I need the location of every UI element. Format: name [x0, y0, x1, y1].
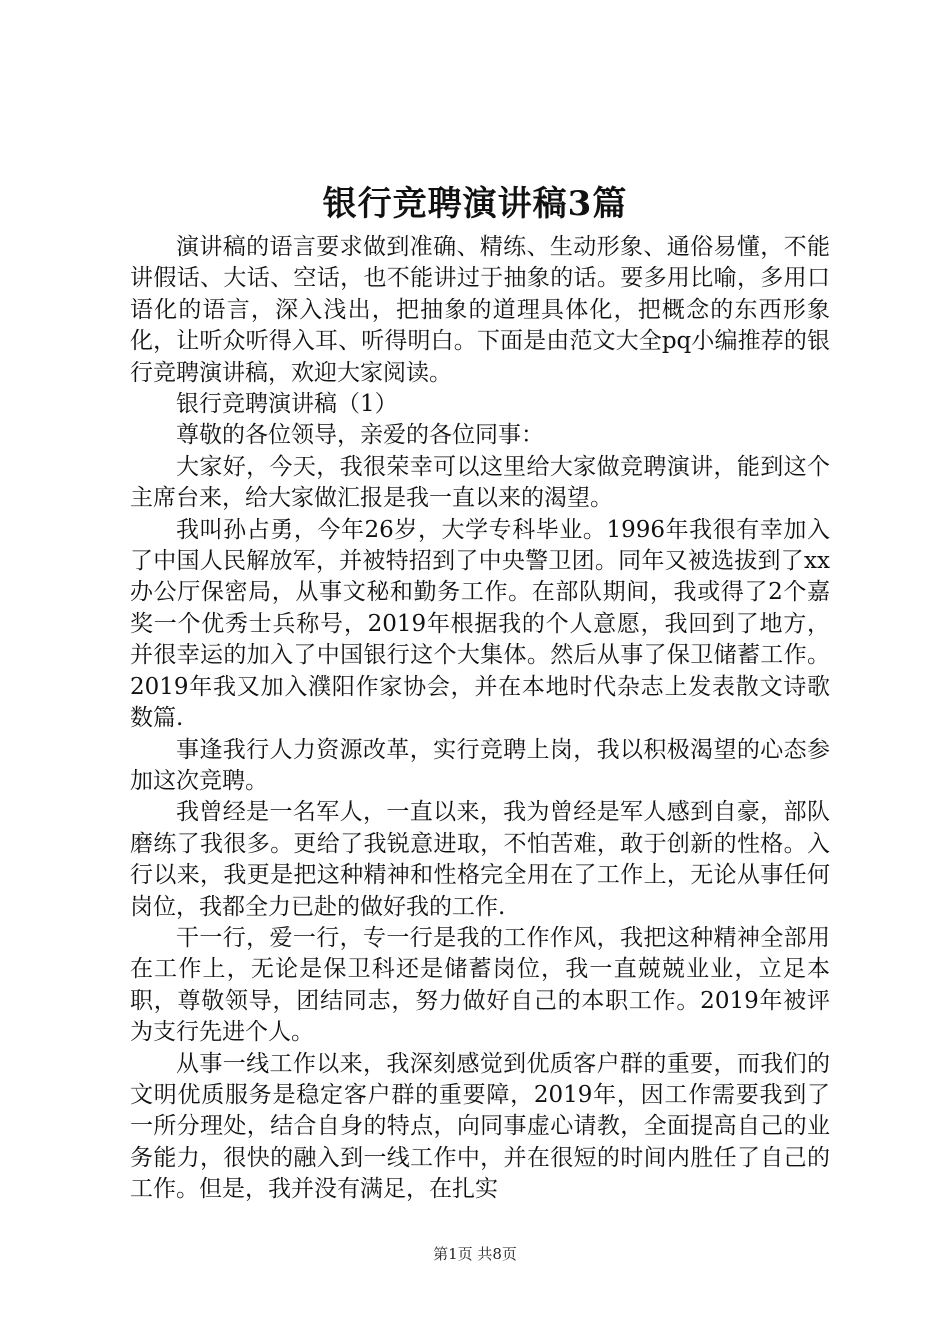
paragraph-intro: 演讲稿的语言要求做到准确、精练、生动形象、通俗易懂，不能讲假话、大话、空话，也不能讲过于抽象的话。要多用比喻，多用口语化的语言，深入浅出，把抽象的道理具体化，把概念的东西形象化，让听众听得入耳、听得明白。下面是由范文大全pq小编推荐的银行竞聘演讲稿，欢迎大家阅读。 [130, 234, 830, 386]
paragraph-motivation: 事逢我行人力资源改革，实行竞聘上岗，我以积极渴望的心态参加这次竞聘。 [130, 736, 830, 794]
document-title: 银行竞聘演讲稿3篇 [322, 184, 628, 224]
paragraph-military-background: 我曾经是一名军人，一直以来，我为曾经是军人感到自豪，部队磨练了我很多。更给了我锐意进取，不怕苦难，敢于创新的性格。入行以来，我更是把这种精神和性格完全用在了工作上，无论从事任何岗位，我都全力已赴的做好我的工作. [130, 799, 830, 920]
paragraph-section-heading: 银行竞聘演讲稿（1） [176, 391, 398, 418]
paragraph-self-introduction: 我叫孙占勇，今年26岁，大学专科毕业。1996年我很有幸加入了中国人民解放军，并被特招到了中央警卫团。同年又被选拔到了xx办公厅保密局，从事文秘和勤务工作。在部队期间，我或得了2个嘉奖一个优秀士兵称号，2019年根据我的个人意愿，我回到了地方，并很幸运的加入了中国银行这个大集体。然后从事了保卫储蓄工作。2019年我又加入濮阳作家协会，并在本地时代杂志上发表散文诗歌数篇. [130, 516, 830, 732]
page-number-footer: 第1页 共8页 [433, 1245, 517, 1263]
paragraph-salutation: 尊敬的各位领导，亲爱的各位同事： [176, 422, 544, 449]
paragraph-greeting: 大家好，今天，我很荣幸可以这里给大家做竞聘演讲，能到这个主席台来，给大家做汇报是我一直以来的渴望。 [130, 453, 830, 512]
paragraph-work-ethic: 干一行，爱一行，专一行是我的工作作风，我把这种精神全部用在工作上，无论是保卫科还是储蓄岗位，我一直兢兢业业，立足本职，尊敬领导，团结同志，努力做好自己的本职工作。2019年被评为支行先进个人。 [130, 924, 830, 1046]
paragraph-frontline-work: 从事一线工作以来，我深刻感觉到优质客户群的重要，而我们的文明优质服务是稳定客户群的重要障，2019年，因工作需要我到了一所分理处，结合自身的特点，向同事虚心请教，全面提高自己的业务能力，很快的融入到一线工作中，并在很短的时间内胜任了自己的工作。但是，我并没有满足，在扎实 [130, 1050, 830, 1203]
document-body [130, 232, 830, 1206]
